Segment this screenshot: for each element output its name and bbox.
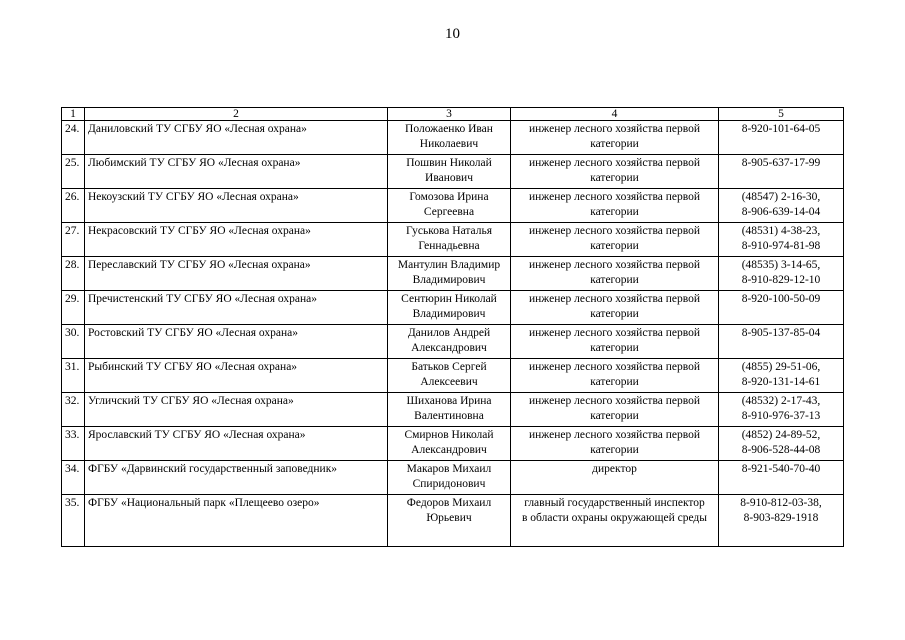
table-row bbox=[62, 121, 844, 155]
position-line: инженер лесного хозяйства первой bbox=[529, 225, 700, 237]
table-row bbox=[62, 189, 844, 223]
position-cell bbox=[511, 325, 719, 359]
contact-name-line: Шиханова Ирина bbox=[406, 395, 492, 407]
position-line: инженер лесного хозяйства первой bbox=[529, 395, 700, 407]
row-number-cell: 30. bbox=[62, 325, 85, 359]
position-line: инженер лесного хозяйства первой bbox=[529, 191, 700, 203]
position-cell bbox=[511, 155, 719, 189]
phone-cell bbox=[719, 427, 844, 461]
organization-cell: Ростовский ТУ СГБУ ЯО «Лесная охрана» bbox=[85, 325, 388, 359]
phone-cell bbox=[719, 189, 844, 223]
position-line: инженер лесного хозяйства первой bbox=[529, 259, 700, 271]
table-row bbox=[62, 291, 844, 325]
phone-line: 8-906-528-44-08 bbox=[741, 444, 821, 456]
contact-name-line: Владимирович bbox=[412, 308, 486, 320]
column-header: 5 bbox=[719, 108, 844, 121]
contact-name-cell bbox=[388, 461, 511, 495]
contact-name-cell bbox=[388, 155, 511, 189]
phone-line: 8-906-639-14-04 bbox=[741, 206, 821, 218]
table-row bbox=[62, 427, 844, 461]
organization-cell: Рыбинский ТУ СГБУ ЯО «Лесная охрана» bbox=[85, 359, 388, 393]
organization-cell: Пречистенский ТУ СГБУ ЯО «Лесная охрана» bbox=[85, 291, 388, 325]
contact-name-line: Мантулин Владимир bbox=[397, 259, 501, 271]
row-number-cell: 26. bbox=[62, 189, 85, 223]
contact-name-line: Гомозова Ирина bbox=[409, 191, 489, 203]
row-number-cell: 33. bbox=[62, 427, 85, 461]
contact-name-cell bbox=[388, 223, 511, 257]
table-row bbox=[62, 223, 844, 257]
contact-name-line: Спиридонович bbox=[412, 478, 486, 490]
phone-cell bbox=[719, 257, 844, 291]
contact-name-cell bbox=[388, 189, 511, 223]
contact-name-line: Сентюрин Николай bbox=[401, 293, 497, 305]
position-line: категории bbox=[590, 172, 639, 184]
table-row bbox=[62, 155, 844, 189]
position-line: категории bbox=[590, 444, 639, 456]
column-header: 3 bbox=[388, 108, 511, 121]
page-number: 10 bbox=[445, 26, 460, 42]
phone-cell bbox=[719, 121, 844, 155]
phone-line: (4852) 24-89-52, bbox=[741, 429, 821, 441]
table-row bbox=[62, 393, 844, 427]
table-row bbox=[62, 325, 844, 359]
table-row bbox=[62, 359, 844, 393]
phone-cell bbox=[719, 291, 844, 325]
position-line: категории bbox=[590, 308, 639, 320]
organization-cell: ФГБУ «Дарвинский государственный заповедник» bbox=[85, 461, 388, 495]
contact-name-line: Юрьевич bbox=[426, 512, 472, 524]
position-cell bbox=[511, 189, 719, 223]
position-cell bbox=[511, 121, 719, 155]
position-cell bbox=[511, 427, 719, 461]
contact-name-line: Иванович bbox=[425, 172, 473, 184]
contact-name-cell bbox=[388, 393, 511, 427]
contact-name-line: Геннадьевна bbox=[418, 240, 480, 252]
phone-cell bbox=[719, 495, 844, 547]
contact-name-line: Александрович bbox=[411, 342, 487, 354]
contact-name-line: Положаенко Иван bbox=[405, 123, 493, 135]
position-line: главный государственный инспектор bbox=[524, 497, 705, 509]
contact-name-cell bbox=[388, 359, 511, 393]
organization-cell: Переславский ТУ СГБУ ЯО «Лесная охрана» bbox=[85, 257, 388, 291]
phone-cell bbox=[719, 155, 844, 189]
position-line: категории bbox=[590, 342, 639, 354]
phone-line: (48535) 3-14-65, bbox=[741, 259, 821, 271]
table-row bbox=[62, 461, 844, 495]
position-line: категории bbox=[590, 274, 639, 286]
position-line: директор bbox=[592, 463, 637, 475]
contact-name-cell bbox=[388, 325, 511, 359]
contact-name-line: Макаров Михаил bbox=[406, 463, 492, 475]
row-number-cell: 32. bbox=[62, 393, 85, 427]
phone-cell bbox=[719, 393, 844, 427]
contacts-table bbox=[61, 107, 844, 547]
position-line: инженер лесного хозяйства первой bbox=[529, 123, 700, 135]
organization-cell: Любимский ТУ СГБУ ЯО «Лесная охрана» bbox=[85, 155, 388, 189]
phone-line: 8-910-829-12-10 bbox=[741, 274, 821, 286]
position-line: инженер лесного хозяйства первой bbox=[529, 293, 700, 305]
contact-name-cell bbox=[388, 121, 511, 155]
position-cell bbox=[511, 393, 719, 427]
position-line: категории bbox=[590, 376, 639, 388]
contact-name-line: Валентиновна bbox=[414, 410, 484, 422]
row-number-cell: 25. bbox=[62, 155, 85, 189]
position-line: инженер лесного хозяйства первой bbox=[529, 429, 700, 441]
position-line: инженер лесного хозяйства первой bbox=[529, 157, 700, 169]
contact-name-line: Федоров Михаил bbox=[406, 497, 492, 509]
contact-name-line: Сергеевна bbox=[423, 206, 475, 218]
row-number-cell: 34. bbox=[62, 461, 85, 495]
row-number-cell: 29. bbox=[62, 291, 85, 325]
position-cell bbox=[511, 495, 719, 547]
contact-name-cell bbox=[388, 427, 511, 461]
table-row bbox=[62, 495, 844, 547]
phone-line: (48547) 2-16-30, bbox=[741, 191, 821, 203]
organization-cell: Ярославский ТУ СГБУ ЯО «Лесная охрана» bbox=[85, 427, 388, 461]
contact-name-line: Гуськова Наталья bbox=[405, 225, 493, 237]
contact-name-line: Пошвин Николай bbox=[406, 157, 492, 169]
position-line: категории bbox=[590, 410, 639, 422]
phone-line: (48532) 2-17-43, bbox=[741, 395, 821, 407]
column-header: 4 bbox=[511, 108, 719, 121]
phone-line: 8-910-812-03-38, bbox=[740, 497, 822, 509]
organization-cell: Даниловский ТУ СГБУ ЯО «Лесная охрана» bbox=[85, 121, 388, 155]
phone-line: 8-905-637-17-99 bbox=[741, 157, 821, 169]
position-line: категории bbox=[590, 240, 639, 252]
contact-name-cell bbox=[388, 291, 511, 325]
position-cell bbox=[511, 359, 719, 393]
row-number-cell: 27. bbox=[62, 223, 85, 257]
row-number-cell: 24. bbox=[62, 121, 85, 155]
phone-cell bbox=[719, 223, 844, 257]
position-cell bbox=[511, 461, 719, 495]
position-cell bbox=[511, 257, 719, 291]
position-line: категории bbox=[590, 138, 639, 150]
position-cell bbox=[511, 291, 719, 325]
phone-line: 8-903-829-1918 bbox=[743, 512, 819, 524]
organization-cell: Некрасовский ТУ СГБУ ЯО «Лесная охрана» bbox=[85, 223, 388, 257]
phone-line: 8-920-100-50-09 bbox=[741, 293, 821, 305]
position-line: инженер лесного хозяйства первой bbox=[529, 327, 700, 339]
phone-line: 8-910-976-37-13 bbox=[741, 410, 821, 422]
table-header-row bbox=[62, 108, 844, 121]
contact-name-line: Александрович bbox=[411, 444, 487, 456]
row-number-cell: 31. bbox=[62, 359, 85, 393]
contact-name-line: Николаевич bbox=[419, 138, 479, 150]
row-number-cell: 35. bbox=[62, 495, 85, 547]
position-line: категории bbox=[590, 206, 639, 218]
phone-line: 8-910-974-81-98 bbox=[741, 240, 821, 252]
position-line: инженер лесного хозяйства первой bbox=[529, 361, 700, 373]
table-body bbox=[62, 121, 844, 547]
phone-line: 8-921-540-70-40 bbox=[741, 463, 821, 475]
contact-name-line: Владимирович bbox=[412, 274, 486, 286]
phone-cell bbox=[719, 461, 844, 495]
phone-cell bbox=[719, 359, 844, 393]
column-header: 1 bbox=[62, 108, 85, 121]
contact-name-line: Смирнов Николай bbox=[404, 429, 494, 441]
column-header: 2 bbox=[85, 108, 388, 121]
contact-name-line: Батьков Сергей bbox=[411, 361, 487, 373]
table-row bbox=[62, 257, 844, 291]
contact-name-line: Данилов Андрей bbox=[407, 327, 491, 339]
organization-cell: Угличский ТУ СГБУ ЯО «Лесная охрана» bbox=[85, 393, 388, 427]
position-cell bbox=[511, 223, 719, 257]
contact-name-cell bbox=[388, 257, 511, 291]
contact-name-line: Алексеевич bbox=[420, 376, 478, 388]
phone-cell bbox=[719, 325, 844, 359]
position-line: в области охраны окружающей среды bbox=[522, 512, 707, 524]
phone-line: (48531) 4-38-23, bbox=[741, 225, 821, 237]
contact-name-cell bbox=[388, 495, 511, 547]
phone-line: (4855) 29-51-06, bbox=[741, 361, 821, 373]
phone-line: 8-905-137-85-04 bbox=[741, 327, 821, 339]
organization-cell: Некоузский ТУ СГБУ ЯО «Лесная охрана» bbox=[85, 189, 388, 223]
phone-line: 8-920-131-14-61 bbox=[741, 376, 821, 388]
organization-cell: ФГБУ «Национальный парк «Плещеево озеро» bbox=[85, 495, 388, 547]
row-number-cell: 28. bbox=[62, 257, 85, 291]
phone-line: 8-920-101-64-05 bbox=[741, 123, 821, 135]
